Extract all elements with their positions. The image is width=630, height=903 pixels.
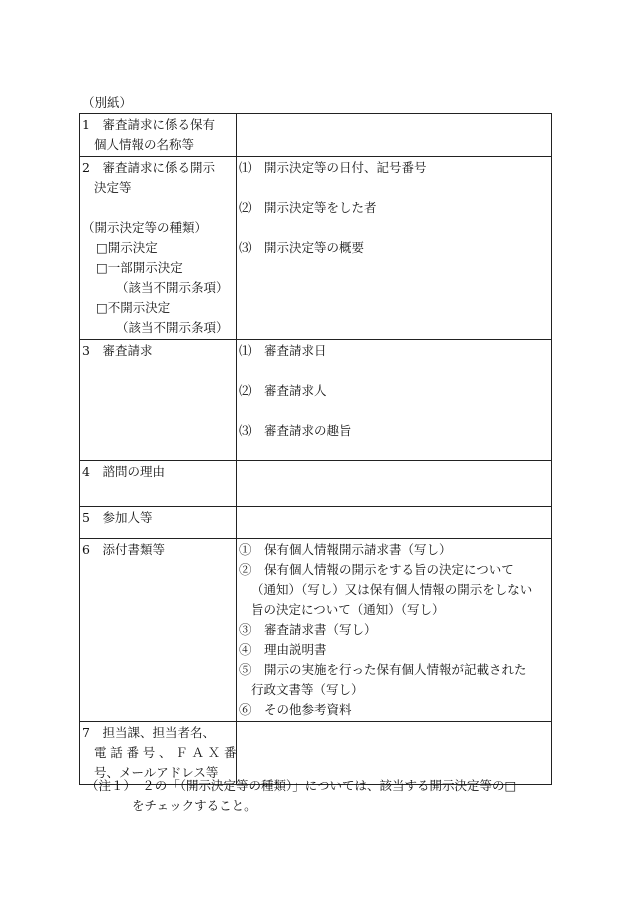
row-content	[237, 114, 552, 157]
footnote-line: （注１） ２の「（開示決定等の種類）」については、該当する開示決定等の□	[86, 778, 517, 793]
content-line: ⑴ 開示決定等の日付、記号番号	[239, 160, 427, 175]
attachment-item: ① 保有個人情報開示請求書（写し）	[239, 542, 452, 557]
label-line: 個人情報の名称等	[94, 137, 195, 152]
attachment-item: ② 保有個人情報の開示をする旨の決定について	[239, 562, 514, 577]
content-line: ⑶ 審査請求の趣旨	[239, 423, 352, 438]
footnote-line: をチェックすること。	[132, 798, 257, 813]
row-content	[237, 507, 552, 539]
review-request-form-table	[79, 113, 552, 785]
content-line: ⑴ 審査請求日	[239, 343, 327, 358]
table-row	[80, 507, 552, 539]
label-line: 2 審査請求に係る開示	[82, 160, 215, 175]
content-line: ⑶ 開示決定等の概要	[239, 240, 365, 255]
table-row	[80, 157, 552, 340]
attachment-item-continued: （通知）（写し）又は保有個人情報の開示をしない	[251, 582, 533, 597]
footnote	[86, 776, 516, 816]
table-row	[80, 340, 552, 461]
row-label	[80, 461, 237, 507]
applicable-clause-label: （該当不開示条項）	[116, 280, 229, 295]
page-label: （別紙）	[82, 95, 133, 110]
attachment-item-continued: 行政文書等（写し）	[251, 682, 364, 697]
checkbox-option-non-disclosure: □不開示決定	[96, 300, 171, 315]
attachment-item: ⑥ その他参考資料	[239, 702, 352, 717]
label-line: 4 諮問の理由	[82, 464, 165, 479]
row-label	[80, 507, 237, 539]
checkbox-option-disclosure: □開示決定	[96, 240, 158, 255]
label-line: 決定等	[94, 180, 132, 195]
attachment-item: ⑤ 開示の実施を行った保有個人情報が記載された	[239, 662, 527, 677]
row-label	[80, 539, 237, 722]
table-row	[80, 461, 552, 507]
row-label	[80, 157, 237, 340]
row-content	[237, 461, 552, 507]
attachment-item: ③ 審査請求書（写し）	[239, 622, 377, 637]
attachment-item: ④ 理由説明書	[239, 642, 327, 657]
decision-type-heading: （開示決定等の種類）	[82, 220, 208, 235]
label-line: 号、メールアドレス等	[94, 765, 219, 780]
label-line: 5 参加人等	[82, 510, 153, 525]
label-line: 6 添付書類等	[82, 542, 165, 557]
label-line: 1 審査請求に係る保有	[82, 117, 215, 132]
row-content	[237, 157, 552, 340]
label-line: 7 担当課、担当者名、	[82, 725, 215, 740]
table-row	[80, 539, 552, 722]
applicable-clause-label: （該当不開示条項）	[116, 320, 229, 335]
row-label	[80, 340, 237, 461]
checkbox-option-partial-disclosure: □一部開示決定	[96, 260, 183, 275]
table-row	[80, 114, 552, 157]
row-label	[80, 114, 237, 157]
content-line: ⑵ 審査請求人	[239, 383, 327, 398]
row-content	[237, 340, 552, 461]
label-line: 3 審査請求	[82, 343, 153, 358]
content-line: ⑵ 開示決定等をした者	[239, 200, 377, 215]
attachment-item-continued: 旨の決定について（通知）（写し）	[251, 602, 445, 617]
row-content	[237, 539, 552, 722]
label-line: 電話番号、ＦＡＸ番	[94, 745, 241, 760]
